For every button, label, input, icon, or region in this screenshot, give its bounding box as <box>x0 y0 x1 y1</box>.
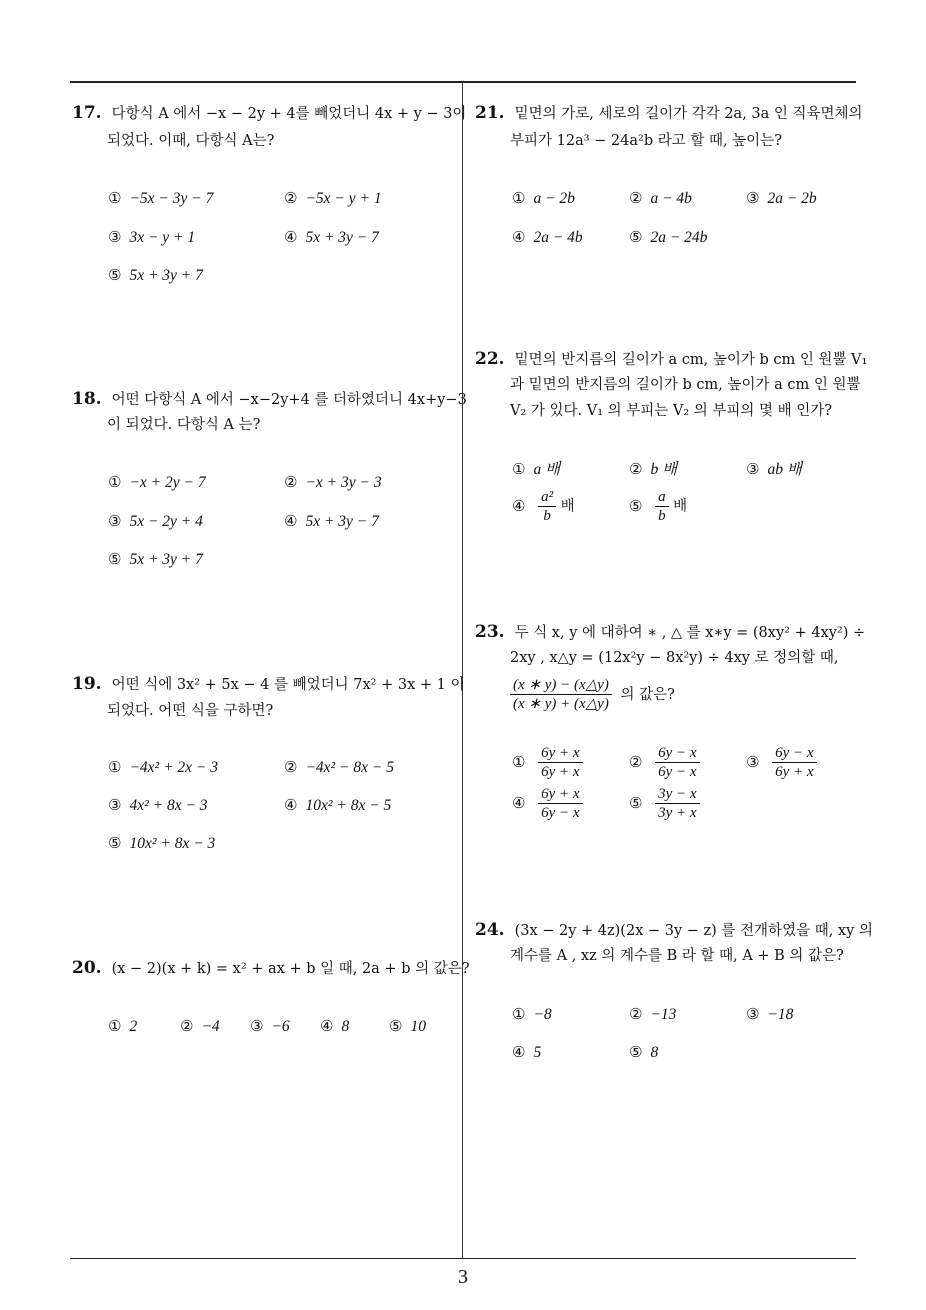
option-5[interactable]: ⑤ 5x + 3y + 7 <box>108 266 203 284</box>
question-number: 22. <box>475 349 505 369</box>
question-18-line1 <box>72 388 467 411</box>
fraction: $\frac{6y + x}{6y + x}$ <box>538 744 582 781</box>
option-2[interactable]: ② −13 <box>629 1005 677 1023</box>
fraction: $\frac{6y + x}{6y - x}$ <box>538 785 582 822</box>
question-number: 20. <box>72 958 102 978</box>
option-1[interactable]: ① −x + 2y − 7 <box>108 473 206 491</box>
option-4[interactable]: ④ 8 <box>320 1017 350 1035</box>
question-19-line1 <box>72 673 464 696</box>
question-text: 밑면의 반지름의 길이가 a cm, 높이가 b cm 인 원뿔 V₁ <box>514 352 868 368</box>
fraction: $\frac{\text{a²}}{b}$ <box>538 488 556 525</box>
option-3[interactable]: ③ 2a − 2b <box>746 189 817 207</box>
question-19-line2: 되었다. 어떤 식을 구하면? <box>107 703 274 719</box>
option-3[interactable]: ③ −6 <box>250 1017 290 1035</box>
question-number: 17. <box>72 103 102 123</box>
question-text: 밑면의 가로, 세로의 길이가 각각 2a, 3a 인 직육면체의 <box>514 106 863 122</box>
option-1[interactable]: ① −8 <box>512 1005 552 1023</box>
question-18-line2: 이 되었다. 다항식 A 는? <box>107 417 261 433</box>
question-21-line2: 부피가 12a³ − 24a²b 라고 할 때, 높이는? <box>510 133 782 149</box>
option-5[interactable]: ⑤ 5x + 3y + 7 <box>108 550 203 568</box>
question-number: 21. <box>475 103 505 123</box>
question-number: 23. <box>475 622 505 642</box>
fraction: $\frac{3y - x}{3y + x}$ <box>655 785 699 822</box>
question-text: 어떤 다항식 A 에서 −x−2y+4 를 더하였더니 4x+y−3 <box>111 392 467 408</box>
question-text: 어떤 식에 3x² + 5x − 4 를 빼었더니 7x² + 3x + 1 이 <box>111 677 465 693</box>
fraction: $\frac{6y - x}{6y - x}$ <box>655 744 699 781</box>
option-3[interactable]: ③ 3x − y + 1 <box>108 228 196 246</box>
option-1[interactable]: ① 2 <box>108 1017 138 1035</box>
question-20-line1 <box>72 957 470 980</box>
option-5[interactable]: ⑤ $\frac{a}{b}$ 배 <box>629 489 688 524</box>
fraction: $\frac{a}{b}$ <box>655 488 669 525</box>
question-number: 24. <box>475 920 505 940</box>
question-22-line3: V₂ 가 있다. V₁ 의 부피는 V₂ 의 부피의 몇 배 인가? <box>510 403 833 419</box>
question-23-line2: 2xy , x△y = (12x²y − 8x²y) ÷ 4xy 로 정의할 때, <box>510 650 839 666</box>
question-17-line2: 되었다. 이때, 다항식 A는? <box>107 133 275 149</box>
question-17-line1 <box>72 102 466 125</box>
option-1[interactable]: ① $\frac{6y + x}{6y + x}$ <box>512 744 583 781</box>
column-divider <box>462 82 463 1259</box>
main-fraction: $\frac{(x ∗ y) - (x\triangle y)}{(x ∗ y) + (x\triangle y)}$ <box>510 676 612 713</box>
question-number: 18. <box>72 389 102 409</box>
option-4[interactable]: ④ 5x + 3y − 7 <box>284 512 379 530</box>
option-5[interactable]: ⑤ 10 <box>389 1017 426 1035</box>
option-3[interactable]: ③ 4x² + 8x − 3 <box>108 796 208 814</box>
question-23-line3: $\frac{(x ∗ y) - (x\triangle y)}{(x ∗ y) + (x\triangle y)}$ 의 값은? <box>510 676 675 713</box>
question-text: 두 식 x, y 에 대하여 ∗ , △ 를 x∗y = (8xy² + 4xy²) ÷ <box>514 625 866 641</box>
bottom-rule <box>70 1258 856 1259</box>
option-1[interactable]: ① a 배 <box>512 460 561 478</box>
question-22-line1 <box>475 348 867 371</box>
question-text: (3x − 2y + 4z)(2x − 3y − z) 를 전개하였을 때, xy 의 <box>514 923 873 939</box>
option-5[interactable]: ⑤ 10x² + 8x − 3 <box>108 834 216 852</box>
option-1[interactable]: ① a − 2b <box>512 189 575 207</box>
top-rule <box>70 81 856 83</box>
option-5[interactable]: ⑤ $\frac{3y - x}{3y + x}$ <box>629 785 700 822</box>
option-2[interactable]: ② −5x − y + 1 <box>284 189 382 207</box>
option-4[interactable]: ④ 10x² + 8x − 5 <box>284 796 392 814</box>
option-5[interactable]: ⑤ 2a − 24b <box>629 228 708 246</box>
question-22-line2: 과 밑면의 반지름의 길이가 b cm, 높이가 a cm 인 원뿔 <box>510 377 861 393</box>
fraction: $\frac{6y - x}{6y + x}$ <box>772 744 816 781</box>
option-2[interactable]: ② −x + 3y − 3 <box>284 473 382 491</box>
option-4[interactable]: ④ $\frac{\text{a²}}{b}$ 배 <box>512 489 575 524</box>
question-24-line2: 계수를 A , xz 의 계수를 B 라 할 때, A + B 의 값은? <box>510 948 844 964</box>
option-2[interactable]: ② a − 4b <box>629 189 692 207</box>
option-4[interactable]: ④ 5x + 3y − 7 <box>284 228 379 246</box>
option-2[interactable]: ② $\frac{6y - x}{6y - x}$ <box>629 744 700 781</box>
question-23-line1 <box>475 621 865 644</box>
option-3[interactable]: ③ $\frac{6y - x}{6y + x}$ <box>746 744 817 781</box>
page-number: 3 <box>458 1266 468 1288</box>
option-2[interactable]: ② b 배 <box>629 460 678 478</box>
option-2[interactable]: ② −4 <box>180 1017 220 1035</box>
question-21-line1 <box>475 102 863 125</box>
option-3[interactable]: ③ −18 <box>746 1005 794 1023</box>
option-4[interactable]: ④ 5 <box>512 1043 542 1061</box>
option-4[interactable]: ④ $\frac{6y + x}{6y - x}$ <box>512 785 583 822</box>
question-24-line1 <box>475 919 873 942</box>
option-2[interactable]: ② −4x² − 8x − 5 <box>284 758 394 776</box>
option-3[interactable]: ③ ab 배 <box>746 460 802 478</box>
option-4[interactable]: ④ 2a − 4b <box>512 228 583 246</box>
question-text: (x − 2)(x + k) = x² + ax + b 일 때, 2a + b 의 값은? <box>111 961 470 977</box>
question-text: 다항식 A 에서 −x − 2y + 4를 빼었더니 4x + y − 3이 <box>111 106 467 122</box>
option-3[interactable]: ③ 5x − 2y + 4 <box>108 512 203 530</box>
question-number: 19. <box>72 674 102 694</box>
option-5[interactable]: ⑤ 8 <box>629 1043 659 1061</box>
option-1[interactable]: ① −5x − 3y − 7 <box>108 189 214 207</box>
option-1[interactable]: ① −4x² + 2x − 3 <box>108 758 218 776</box>
